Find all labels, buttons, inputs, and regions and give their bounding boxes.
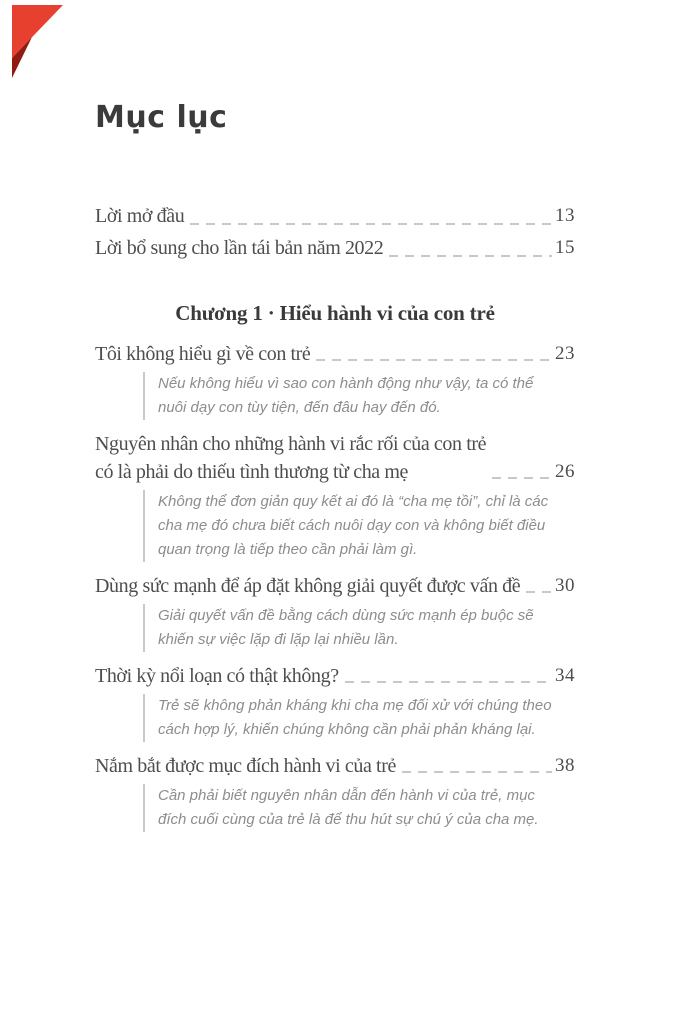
front-matter-list	[95, 200, 575, 264]
toc-entry	[95, 430, 575, 562]
toc-entry	[95, 662, 575, 742]
toc-row-supplement-2022	[95, 232, 575, 264]
toc-entries	[95, 340, 575, 832]
toc-entry	[95, 572, 575, 652]
toc-item-title: Nguyên nhân cho những hành vi rắc rối của con trẻ có là phải do thiếu tình thương từ cha mẹ	[95, 433, 487, 483]
page-number: 23	[555, 343, 575, 364]
toc-item-title: Dùng sức mạnh để áp đặt không giải quyết được vấn đề	[95, 575, 521, 597]
dotted-leader	[345, 681, 552, 683]
page-number: 15	[555, 237, 575, 258]
page-number: 30	[555, 575, 575, 596]
toc-entry	[95, 340, 575, 420]
page-title: Mục lục	[95, 100, 228, 135]
entry-summary: Giải quyết vấn đề bằng cách dùng sức mạnh ép buộc sẽ khiến sự việc lặp đi lặp lại nhiều lần.	[143, 604, 556, 652]
entry-summary: Cần phải biết nguyên nhân dẫn đến hành vi của trẻ, mục đích cuối cùng của trẻ là để thu hút sự chú ý của cha mẹ.	[143, 784, 556, 832]
entry-summary: Nếu không hiểu vì sao con hành động như vậy, ta có thể nuôi dạy con tùy tiện, đến đâu hay đến đó.	[143, 372, 556, 420]
dotted-leader	[389, 255, 552, 257]
red-corner-ribbon-icon	[0, 0, 80, 85]
entry-summary: Không thể đơn giản quy kết ai đó là “cha mẹ tồi”, chỉ là các cha mẹ đó chưa biết cách nuôi dạy con và không biết điều quan trọng là tiếp theo cần phải làm gì.	[143, 490, 556, 562]
toc-row-preface	[95, 200, 575, 232]
toc-item-title: Nắm bắt được mục đích hành vi của trẻ	[95, 755, 396, 777]
toc-row	[95, 752, 575, 780]
dotted-leader	[526, 591, 552, 593]
toc-row	[95, 430, 575, 486]
page-number: 13	[555, 205, 575, 226]
toc-row	[95, 662, 575, 690]
toc-item-title: Lời bổ sung cho lần tái bản năm 2022	[95, 237, 384, 259]
dotted-leader	[316, 359, 552, 361]
toc-item-title: Tôi không hiểu gì về con trẻ	[95, 343, 311, 365]
dotted-leader	[190, 223, 552, 225]
page-number: 34	[555, 665, 575, 686]
toc-row	[95, 340, 575, 368]
chapter-heading: Chương 1 · Hiểu hành vi của con trẻ	[175, 301, 495, 325]
page-number: 38	[555, 755, 575, 776]
dotted-leader	[492, 477, 552, 479]
toc-item-title: Thời kỳ nổi loạn có thật không?	[95, 665, 339, 687]
page-number: 26	[555, 461, 575, 482]
entry-summary: Trẻ sẽ không phản kháng khi cha mẹ đối xử với chúng theo cách hợp lý, khiến chúng không cần phải phản kháng lại.	[143, 694, 556, 742]
toc-item-title: Lời mở đầu	[95, 205, 185, 227]
toc-row	[95, 572, 575, 600]
dotted-leader	[402, 771, 552, 773]
toc-entry	[95, 752, 575, 832]
